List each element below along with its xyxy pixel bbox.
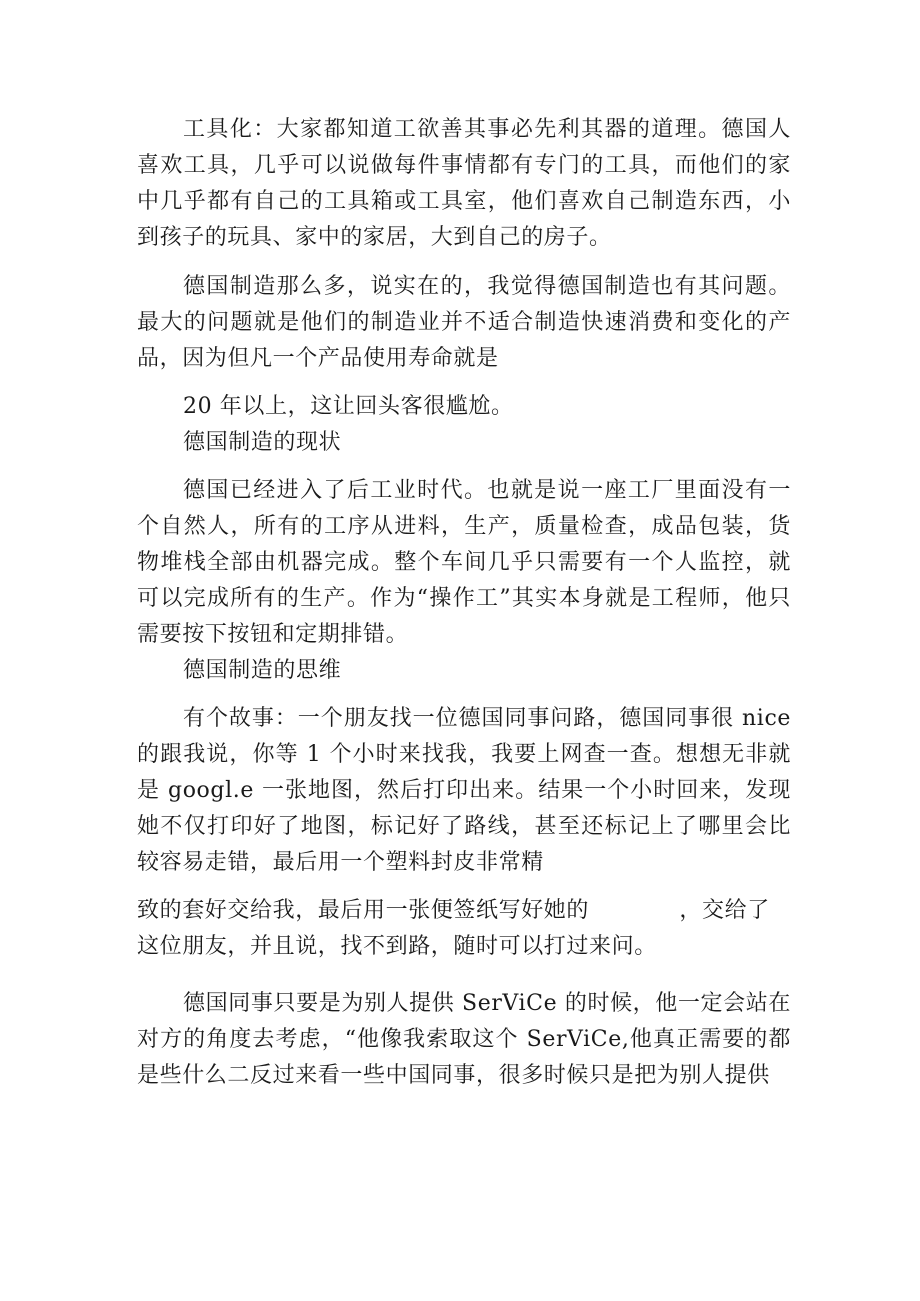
paragraph-story-continued-line2: 这位朋友，并且说，找不到路，随时可以打过来问。 (137, 934, 657, 959)
document-page (137, 112, 791, 1094)
paragraph-story-continued-line1: 致的套好交给我，最后用一张便签纸写好她的 ，交给了 (137, 898, 770, 923)
paragraph-twenty-years: 20 年以上，这让回头客很尴尬。 (183, 394, 514, 419)
section-heading-thinking: 德国制造的思维 (183, 658, 342, 683)
paragraph-made-in-germany-problem: 德国制造那么多，说实在的，我觉得德国制造也有其问题。最大的问题就是他们的制造业并不适合制造快速消费和变化的产品，因为但凡一个产品使用寿命就是 (137, 274, 791, 371)
paragraph-story: 有个故事：一个朋友找一位德国同事问路，德国同事很 nice 的跟我说，你等 1 个小时来找我，我要上网查一查。想想无非就是 googl.e 一张地图，然后打印出来。结果一个小时回来，发现她不仅打印好了地图，标记好了路线，甚至还标记上了哪里会比较容易走错，最后用一个塑料封皮非常精 (137, 706, 791, 875)
paragraph-tools: 工具化：大家都知道工欲善其事必先利其器的道理。德国人喜欢工具，几乎可以说做每件事情都有专门的工具，而他们的家中几乎都有自己的工具箱或工具室，他们喜欢自己制造东西，小到孩子的玩具、家中的家居，大到自己的房子。 (137, 117, 791, 250)
paragraph-service: 德国同事只要是为别人提供 SerViCe 的时候，他一定会站在对方的角度去考虑，“他像我索取这个 SerViCe,他真正需要的都是些什么二反过来看一些中国同事，很多时候只是把为别人提供 (137, 991, 791, 1088)
paragraph-post-industrial: 德国已经进入了后工业时代。也就是说一座工厂里面没有一个自然人，所有的工序从进料，生产，质量检查，成品包装，货物堆栈全部由机器完成。整个车间几乎只需要有一个人监控，就可以完成所有的生产。作为“操作工”其实本身就是工程师，他只需要按下按钮和定期排错。 (137, 478, 791, 647)
section-heading-status: 德国制造的现状 (183, 430, 342, 455)
